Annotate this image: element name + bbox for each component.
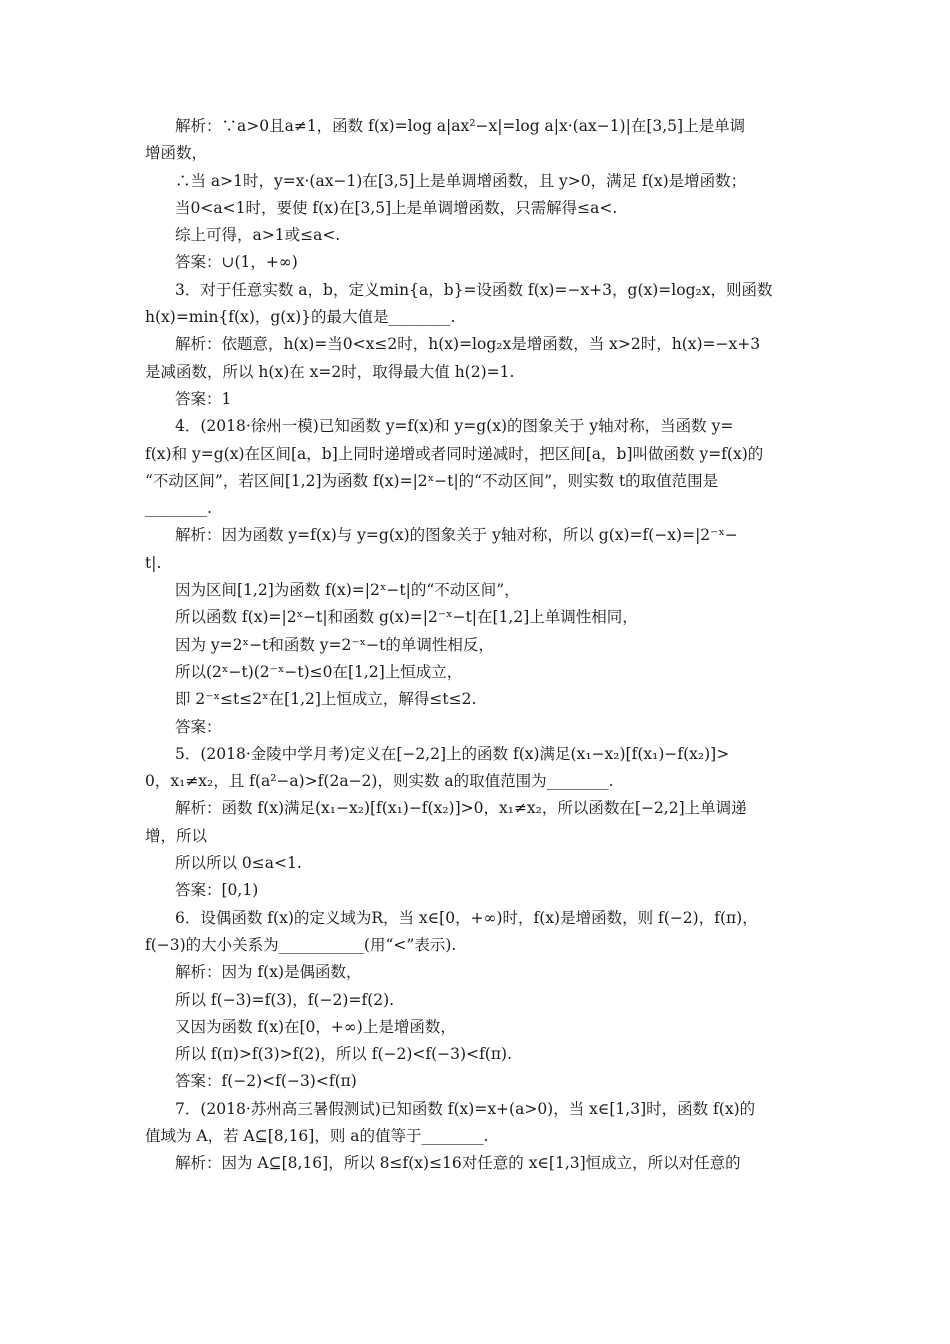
text-line: 7．(2018·苏州高三暑假测试)已知函数 f(x)=x+(a>0)，当 x∈[1,3]时，函数 f(x)的 [175,1099,756,1118]
text-line: 又因为函数 f(x)在[0，+∞)上是增函数， [175,1017,456,1036]
text-line: 6．设偶函数 f(x)的定义域为R，当 x∈[0，+∞)时，f(x)是增函数，则 f(−2)，f(π)， [175,908,758,927]
text-line: 所以所以 0≤a<1. [175,854,302,873]
text-line: 解析：函数 f(x)满足(x₁−x₂)[f(x₁)−f(x₂)]>0，x₁≠x₂，所以函数在[−2,2]上单调递 [175,799,747,818]
text-line: 解析：因为函数 y=f(x)与 y=g(x)的图象关于 y轴对称，所以 g(x)=f(−x)=|2⁻ˣ− [175,526,738,545]
text-line: 当0<a<1时，要使 f(x)在[3,5]上是单调增函数，只需解得≤a<. [175,198,618,217]
text-line: f(x)和 y=g(x)在区间[a，b]上同时递增或者同时递减时，把区间[a，b]叫做函数 y=f(x)的 [145,444,764,463]
text-line: 增函数， [145,144,208,163]
text-line: 3．对于任意实数 a，b，定义min{a，b}=设函数 f(x)=−x+3，g(x)=log₂x，则函数 [175,280,773,299]
text-line: ________. [145,499,212,518]
text-line: 值域为 A，若 A⊆[8,16]，则 a的值等于________. [145,1126,489,1145]
text-line: 答案：f(−2)<f(−3)<f(π) [175,1072,357,1091]
text-line: 答案：∪(1，+∞) [175,253,298,272]
text-line: 所以函数 f(x)=|2ˣ−t|和函数 g(x)=|2⁻ˣ−t|在[1,2]上单调性相同， [175,608,638,627]
text-line: 是减函数，所以 h(x)在 x=2时，取得最大值 h(2)=1. [145,362,515,381]
text-line: t|. [145,553,162,572]
document-body [145,113,810,1178]
text-line: ∴当 a>1时，y=x·(ax−1)在[3,5]上是单调增函数，且 y>0，满足 f(x)是增函数； [175,171,747,190]
text-line: 综上可得，a>1或≤a<. [175,226,341,245]
text-line: 所以 f(π)>f(3)>f(2)，所以 f(−2)<f(−3)<f(π). [175,1045,513,1064]
text-line: 0，x₁≠x₂，且 f(a²−a)>f(2a−2)，则实数 a的取值范围为________. [145,772,614,791]
text-line: h(x)=min{f(x)，g(x)}的最大值是________. [145,308,456,327]
text-line: 增，所以 [145,826,208,845]
text-line: 解析：因为 f(x)是偶函数， [175,963,362,982]
text-line: 所以(2ˣ−t)(2⁻ˣ−t)≤0在[1,2]上恒成立， [175,662,463,681]
text-line: 因为区间[1,2]为函数 f(x)=|2ˣ−t|的“不动区间”， [175,581,520,600]
text-line: 解析：因为 A⊆[8,16]，所以 8≤f(x)≤16对任意的 x∈[1,3]恒成立，所以对任意的 [175,1154,741,1173]
text-line: 因为 y=2ˣ−t和函数 y=2⁻ˣ−t的单调性相反， [175,635,494,654]
text-line: 4．(2018·徐州一模)已知函数 y=f(x)和 y=g(x)的图象关于 y轴对称，当函数 y= [175,417,734,436]
text-line: 答案：[0,1) [175,881,259,900]
text-line: f(−3)的大小关系为___________(用“<”表示). [145,935,457,954]
text-line: 即 2⁻ˣ≤t≤2ˣ在[1,2]上恒成立，解得≤t≤2. [175,690,477,709]
text-line: 解析：依题意，h(x)=当0<x≤2时，h(x)=log₂x是增函数，当 x>2时，h(x)=−x+3 [175,335,761,354]
text-line: 所以 f(−3)=f(3)，f(−2)=f(2). [175,990,395,1009]
text-line: “不动区间”，若区间[1,2]为函数 f(x)=|2ˣ−t|的“不动区间”，则实数 t的取值范围是 [145,471,719,490]
text-line: 答案： [175,717,222,736]
text-line: 5．(2018·金陵中学月考)定义在[−2,2]上的函数 f(x)满足(x₁−x₂)[f(x₁)−f(x₂)]> [175,744,730,763]
text-line: 解析：∵a>0且a≠1，函数 f(x)=log a|ax²−x|=log a|x·(ax−1)|在[3,5]上是单调 [175,117,746,135]
text-line: 答案：1 [175,389,232,408]
